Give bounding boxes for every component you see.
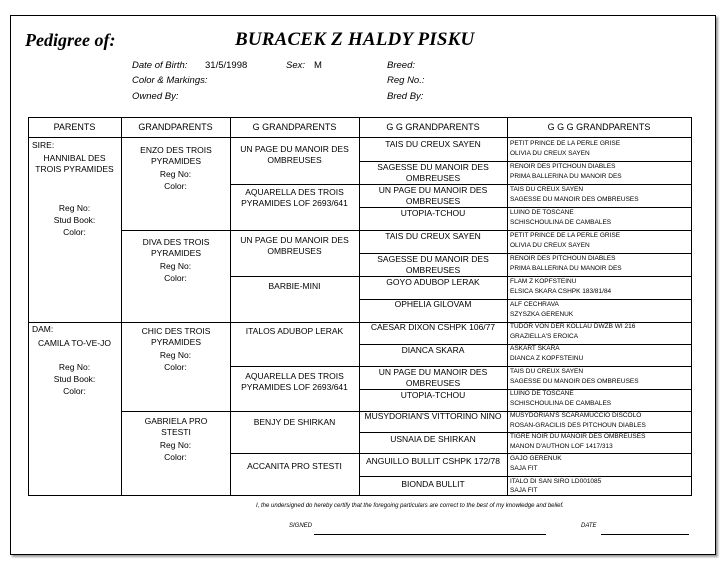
- col-border-5: [691, 117, 692, 496]
- gg-grandparent-name: ANGUILLO BULLIT CSHPK 172/78: [365, 456, 501, 466]
- gg-grandparent-name: TAIS DU CREUX SAYEN: [385, 231, 481, 241]
- ggg-grandparent-name: PETIT PRINCE DE LA PERLE GRISE: [510, 140, 621, 147]
- gg-grandparent-name: UTOPIA-TCHOU: [400, 390, 466, 400]
- grandparent-name: ENZO DES TROIS PYRAMIDES: [140, 145, 212, 166]
- ggg-grandparent-name: MANON D'AUTHON LOF 1417/313: [510, 443, 613, 450]
- ggp-divider: [230, 366, 359, 367]
- sire-stud-book: Stud Book:: [53, 215, 96, 225]
- pedigree-label: Pedigree of:: [25, 30, 116, 50]
- gg-grandparent-name: UN PAGE DU MANOIR DES OMBREUSES: [378, 185, 488, 206]
- signed-label: SIGNED: [289, 523, 313, 529]
- sex-label: Sex:: [286, 60, 306, 71]
- ggg-grandparent-name: TUDOR VON DER KOLLAU DWZB WI 216: [510, 323, 636, 330]
- date-line: [601, 534, 689, 535]
- gg-grandparent-name: GOYO ADUBOP LERAK: [386, 277, 480, 287]
- ggp-divider: [230, 411, 359, 412]
- ggp-divider: [230, 453, 359, 454]
- ggg-grandparent-name: PRIMA BALLERINA DU MANOIR DES: [510, 265, 622, 272]
- col-header-gg-grandparents: G G GRANDPARENTS: [386, 122, 480, 132]
- ggg-grandparent-name: ASKART SKARA: [510, 345, 560, 352]
- gggp-divider: [359, 432, 507, 433]
- gg-grandparent-name: UTOPIA-TCHOU: [400, 208, 466, 218]
- g-grandparent-name: UN PAGE DU MANOIR DES OMBREUSES: [240, 144, 349, 165]
- pedigree-form: [10, 15, 716, 555]
- ggg-grandparent-name: PRIMA BALLERINA DU MANOIR DES: [510, 173, 622, 180]
- gg-grandparent-name: SAGESSE DU MANOIR DES OMBREUSES: [377, 254, 489, 275]
- dam-stud-book: Stud Book:: [53, 374, 96, 384]
- gg-grandparent-name: DIANCA SKARA: [401, 345, 465, 355]
- g-grandparent-name: ITALOS ADUBOP LERAK: [245, 326, 344, 336]
- gggp-divider: [359, 453, 507, 454]
- breed-label: Breed:: [387, 60, 415, 71]
- col-header-g-grandparents: G GRANDPARENTS: [252, 122, 337, 132]
- reg-no-label: Reg No.:: [387, 75, 425, 86]
- ggg-grandparent-name: OLIVIA DU CREUX SAYEN: [510, 150, 590, 157]
- g-grandparent-name: BENJY DE SHIRKAN: [253, 417, 336, 427]
- gg-grandparent-name: BIONDA BULLIT: [401, 479, 465, 489]
- gp-divider-2: [121, 322, 230, 323]
- sire-label: SIRE:: [32, 140, 55, 150]
- dob-value: 31/5/1998: [205, 60, 248, 71]
- grandparent-color: Color:: [164, 273, 187, 283]
- dam-label: DAM:: [32, 324, 54, 334]
- ggg-grandparent-name: ALF CECHRAVA: [510, 301, 559, 308]
- gp-divider-3: [121, 411, 230, 412]
- col-header-parents: PARENTS: [53, 122, 96, 132]
- grandparent-name: DIVA DES TROIS PYRAMIDES: [142, 237, 210, 258]
- dam-color: Color:: [63, 386, 86, 396]
- gg-grandparent-name: TAIS DU CREUX SAYEN: [385, 139, 481, 149]
- ggg-grandparent-name: RENOIR DES PITCHOUN DIABLES: [510, 255, 616, 262]
- ggg-grandparent-name: TAIS DU CREUX SAYEN: [510, 368, 584, 375]
- gg-grandparent-name: CAESAR DIXON CSHPK 106/77: [370, 322, 496, 332]
- ggg-grandparent-name: SCHISCHOULINA DE CAMBALES: [510, 400, 612, 407]
- grandparent-reg-no: Reg No:: [159, 350, 192, 360]
- gg-grandparent-name: UN PAGE DU MANOIR DES OMBREUSES: [378, 367, 488, 388]
- dog-name: BURACEK Z HALDY PISKU: [235, 29, 475, 50]
- gggp-divider: [359, 476, 507, 477]
- col-border-2: [230, 117, 231, 496]
- ggp-divider: [230, 230, 359, 231]
- ggg-grandparent-name: SAGESSE DU MANOIR DES OMBREUSES: [510, 378, 639, 385]
- ggg-grandparent-name: SAJA FIT: [510, 487, 538, 494]
- ggg-grandparent-name: SZYSZKA GERENUK: [510, 311, 574, 318]
- grandparent-name: GABRIELA PRO STESTI: [144, 416, 208, 437]
- sex-value: M: [314, 60, 322, 71]
- grandparent-color: Color:: [164, 362, 187, 372]
- dob-label: Date of Birth:: [132, 60, 188, 71]
- ggg-grandparent-name: GAJO GERENUK: [510, 455, 562, 462]
- date-label: DATE: [581, 523, 597, 529]
- gg-grandparent-name: SAGESSE DU MANOIR DES OMBREUSES: [377, 162, 489, 183]
- gg-grandparent-name: USNAIA DE SHIRKAN: [390, 434, 476, 444]
- g-grandparent-name: AQUARELLA DES TROIS PYRAMIDES LOF 2693/641: [241, 187, 348, 208]
- g-grandparent-name: ACCANITA PRO STESTI: [247, 461, 342, 471]
- grandparent-color: Color:: [164, 181, 187, 191]
- owned-by-label: Owned By:: [132, 91, 179, 102]
- grandparent-reg-no: Reg No:: [159, 440, 192, 450]
- sire-reg-no: Reg No:: [58, 203, 91, 213]
- certification-statement: I, the undersigned do hereby certify that the foregoing particulars are correct to the best of my knowledge and belief.: [256, 503, 564, 509]
- ggg-grandparent-name: FLAM Z KOPFSTEINU: [510, 278, 577, 285]
- dam-reg-no: Reg No:: [58, 362, 91, 372]
- grandparent-color: Color:: [164, 452, 187, 462]
- signed-line: [314, 534, 546, 535]
- bred-by-label: Bred By:: [387, 91, 424, 102]
- g-grandparent-name: BARBIE-MINI: [268, 281, 321, 291]
- ggg-grandparent-name: ROSAN-GRACILIS DES PITCHOUN DIABLES: [510, 422, 646, 429]
- ggg-grandparent-name: PETIT PRINCE DE LA PERLE GRISE: [510, 232, 621, 239]
- col-border-3: [359, 117, 360, 496]
- ggg-grandparent-name: TAIS DU CREUX SAYEN: [510, 186, 584, 193]
- ggp-divider: [230, 184, 359, 185]
- parents-divider: [28, 322, 121, 323]
- dam-name: CAMILA TO-VE-JO: [38, 338, 111, 348]
- g-grandparent-name: UN PAGE DU MANOIR DES OMBREUSES: [240, 235, 349, 256]
- color-markings-label: Color & Markings:: [132, 75, 208, 86]
- ggg-grandparent-name: ITALO DI SAN SIRO LD001085: [510, 478, 602, 485]
- ggg-grandparent-name: SAJA FIT: [510, 465, 538, 472]
- ggg-grandparent-name: OLIVIA DU CREUX SAYEN: [510, 242, 590, 249]
- col-header-grandparents: GRANDPARENTS: [138, 122, 213, 132]
- col-header-ggg-grandparents: G G G GRANDPARENTS: [547, 122, 651, 132]
- ggp-divider: [230, 322, 359, 323]
- ggg-grandparent-name: GRAZIELLA'S EROICA: [510, 333, 579, 340]
- ggg-grandparent-name: RENOIR DES PITCHOUN DIABLES: [510, 163, 616, 170]
- grandparent-reg-no: Reg No:: [159, 261, 192, 271]
- ggg-grandparent-name: MUSYDORIAN'S SCARAMUCCIO DISCOLO: [510, 412, 642, 419]
- col-border-4: [507, 117, 508, 496]
- ggg-grandparent-name: LUINO DE TOSCANE: [510, 209, 574, 216]
- sire-color: Color:: [63, 227, 86, 237]
- col-border-0: [28, 117, 29, 496]
- gg-grandparent-name: OPHELIA GILOVAM: [394, 299, 472, 309]
- gp-divider-1: [121, 230, 230, 231]
- grandparent-reg-no: Reg No:: [159, 169, 192, 179]
- g-grandparent-name: AQUARELLA DES TROIS PYRAMIDES LOF 2693/641: [241, 371, 348, 392]
- ggp-divider: [230, 276, 359, 277]
- ggg-grandparent-name: DIANCA Z KOPFSTEINU: [510, 355, 584, 362]
- gg-grandparent-name: MUSYDORIAN'S VITTORINO NINO: [364, 411, 502, 421]
- grandparent-name: CHIC DES TROIS PYRAMIDES: [141, 326, 211, 347]
- ggg-grandparent-name: SAGESSE DU MANOIR DES OMBREUSES: [510, 196, 639, 203]
- ggg-grandparent-name: ELSICA SKARA CSHPK 183/81/84: [510, 288, 612, 295]
- ggg-grandparent-name: SCHISCHOULINA DE CAMBALES: [510, 219, 612, 226]
- ggg-grandparent-name: LUINO DE TOSCANE: [510, 390, 574, 397]
- sire-name: HANNIBAL DES TROIS PYRAMIDES: [35, 153, 114, 174]
- ggg-grandparent-name: TIGRE NOIR DU MANOIR DES OMBREUSES: [510, 433, 646, 440]
